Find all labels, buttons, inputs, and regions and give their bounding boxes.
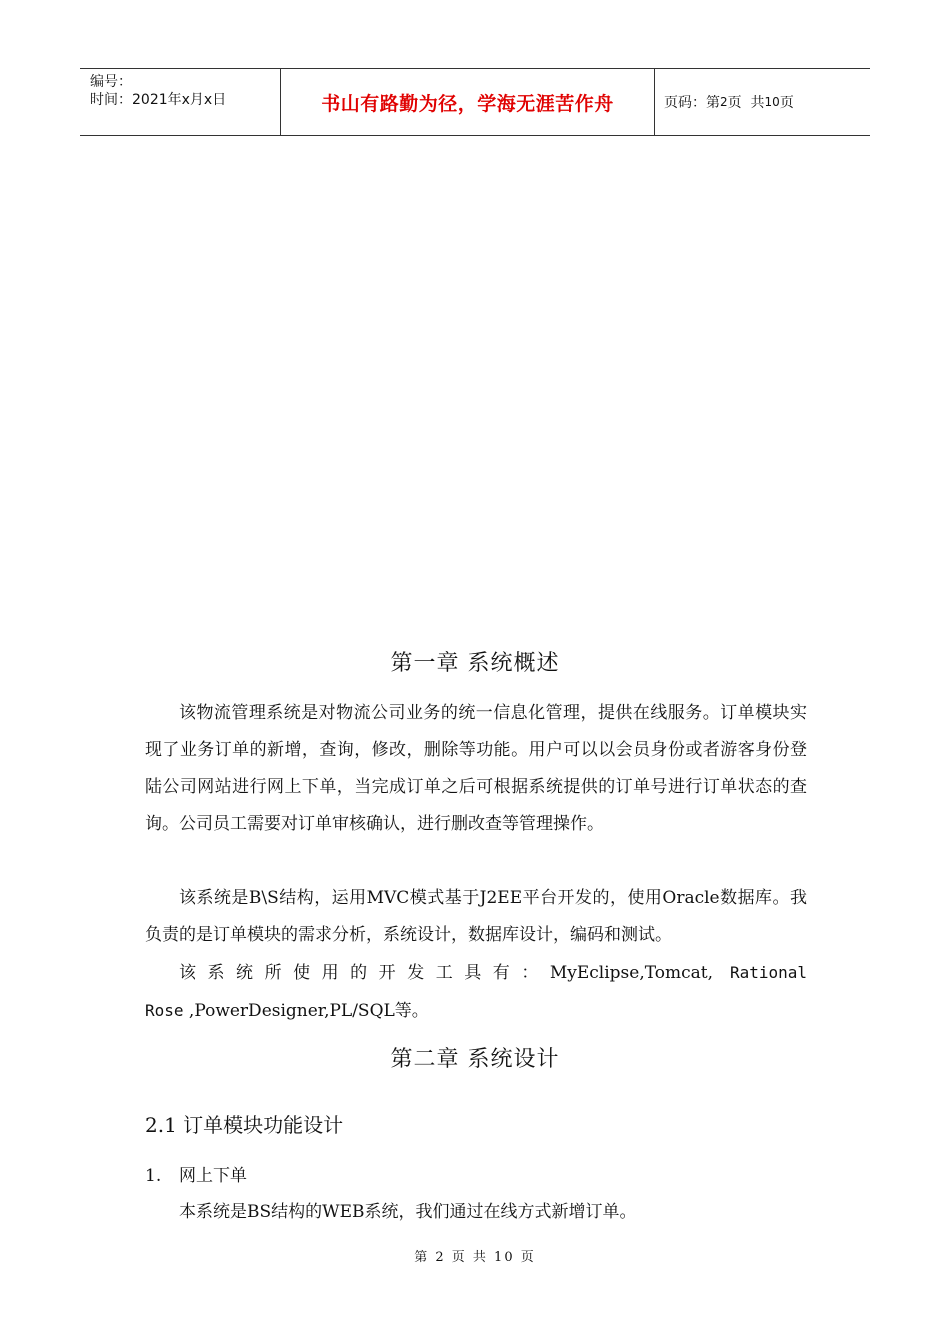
chapter-1-title: 第一章 系统概述 — [390, 651, 560, 676]
header-meta — [80, 69, 281, 135]
page-header — [80, 68, 870, 136]
tools-line-2 — [145, 992, 807, 1030]
list-item — [145, 1161, 247, 1186]
chapter-1-paragraph-3 — [145, 954, 807, 1030]
page-total: 10 — [764, 95, 780, 109]
page-current: 2 — [720, 95, 728, 109]
tool-rose: Rose — [145, 1001, 184, 1020]
date-label: 时间：2021年x月x日 — [90, 92, 227, 108]
page-prefix: 页码：第 — [664, 95, 720, 111]
tools-intro: 该系统所使用的开发工具有：MyEclipse,Tomcat, — [179, 963, 713, 983]
chapter-1-paragraph-1: 该物流管理系统是对物流公司业务的统一信息化管理，提供在线服务。订单模块实现了业务订单的新增，查询，修改，删除等功能。用户可以以会员身份或者游客身份登陆公司网站进行网上下单，当完成订单之后可根据系统提供的订单号进行订单状态的查询。公司员工需要对订单审核确认，进行删改查等管理操作。 — [145, 703, 807, 834]
list-item-label: 网上下单 — [179, 1166, 247, 1186]
tools-rest: ,PowerDesigner,PL/SQL等。 — [183, 1001, 429, 1021]
chapter-2-title: 第二章 系统设计 — [390, 1047, 560, 1072]
header-motto: 书山有路勤为径，学海无涯苦作舟 — [281, 69, 655, 135]
page-suffix: 页 — [779, 95, 794, 111]
header-page-info — [655, 69, 870, 135]
tools-line-1 — [145, 954, 807, 992]
page-footer: 第 2 页 共 10 页 — [414, 1250, 536, 1265]
list-item-description: 本系统是BS结构的WEB系统，我们通过在线方式新增订单。 — [179, 1202, 637, 1222]
list-item-number: 1. — [145, 1166, 162, 1186]
tool-rational: Rational — [729, 963, 807, 982]
section-2-1-title: 2.1 订单模块功能设计 — [145, 1113, 344, 1137]
chapter-1-paragraph-2: 该系统是B\S结构，运用MVC模式基于J2EE平台开发的，使用Oracle数据库。我负责的是订单模块的需求分析，系统设计，数据库设计，编码和测试。 — [145, 888, 807, 945]
number-label: 编号： — [90, 74, 132, 90]
page-mid: 页 共 — [727, 95, 765, 111]
